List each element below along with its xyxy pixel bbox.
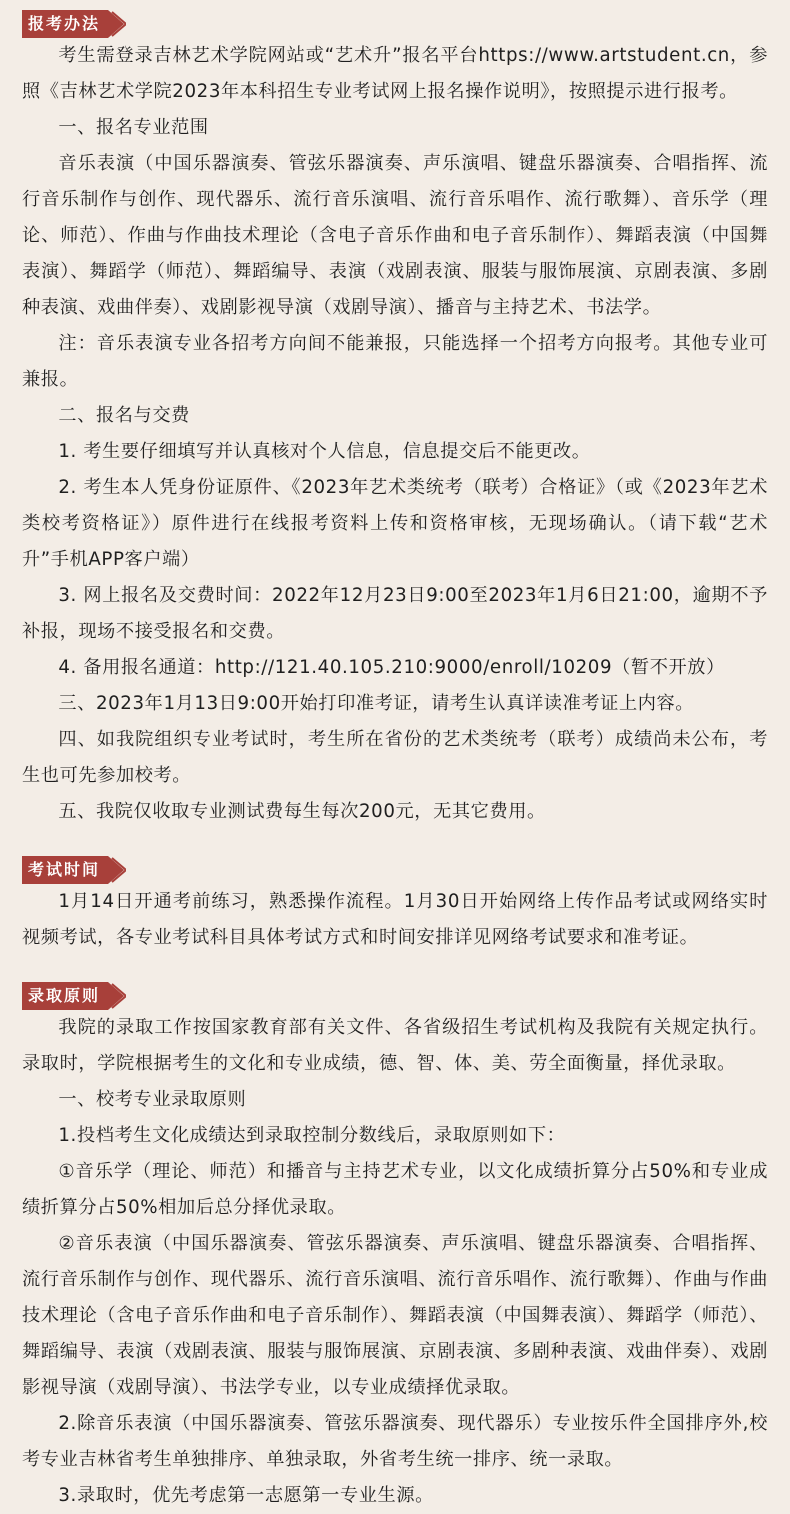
paragraph: ①音乐学（理论、师范）和播音与主持艺术专业，以文化成绩折算分占50%和专业成绩折算分占50%相加后总分择优录取。 [22,1161,768,1218]
section-admission [22,982,768,1514]
paragraph: 注：音乐表演专业各招考方向间不能兼报，只能选择一个招考方向报考。其他专业可兼报。 [22,333,768,390]
section-exam-time [22,856,768,956]
section-tag [22,982,100,1010]
paragraph: 五、我院仅收取专业测试费每生每次200元，无其它费用。 [58,801,546,822]
section-tag [22,856,100,884]
paragraph: 3. 网上报名及交费时间：2022年12月23日9:00至2023年1月6日21:00，逾期不予补报，现场不接受报名和交费。 [22,585,768,642]
section-title: 录取原则 [28,986,101,1005]
section-title: 报考办法 [28,14,101,33]
paragraph: 考生需登录吉林艺术学院网站或“艺术升”报名平台https://www.artstudent.cn，参照《吉林艺术学院2023年本科招生专业考试网上报名操作说明》，按照提示进行报考。 [22,45,768,102]
paragraph: 四、如我院组织专业考试时，考生所在省份的艺术类统考（联考）成绩尚未公布，考生也可先参加校考。 [22,729,768,786]
paragraph: 一、报名专业范围 [58,117,209,138]
paragraph: ②音乐表演（中国乐器演奏、管弦乐器演奏、声乐演唱、键盘乐器演奏、合唱指挥、流行音乐制作与创作、现代器乐、流行音乐演唱、流行音乐唱作、流行歌舞）、作曲与作曲技术理论（含电子音乐作曲和电子音乐制作）、舞蹈表演（中国舞表演）、舞蹈学（师范）、舞蹈编导、表演（戏剧表演、服装与服饰展演、京剧表演、多剧种表演、戏曲伴奏）、戏剧影视导演（戏剧导演）、书法学专业，以专业成绩择优录取。 [22,1233,768,1398]
paragraph: 2.除音乐表演（中国乐器演奏、管弦乐器演奏、现代器乐）专业按乐件全国排序外,校考专业吉林省考生单独排序、单独录取，外省考生统一排序、统一录取。 [22,1413,768,1470]
section-title: 考试时间 [28,860,101,879]
paragraph: 2. 考生本人凭身份证原件、《2023年艺术类统考（联考）合格证》（或《2023年艺术类校考资格证》）原件进行在线报考资料上传和资格审核，无现场确认。（请下载“艺术升”手机APP客户端） [22,477,768,570]
paragraph: 3.录取时，优先考虑第一志愿第一专业生源。 [58,1485,434,1506]
paragraph: 一、校考专业录取原则 [58,1089,247,1110]
paragraph: 1月14日开通考前练习，熟悉操作流程。1月30日开始网络上传作品考试或网络实时视频考试，各专业考试科目具体考试方式和时间安排详见网络考试要求和准考证。 [22,891,768,948]
paragraph: 三、2023年1月13日9:00开始打印准考证，请考生认真详读准考证上内容。 [58,693,695,714]
paragraph: 1. 考生要仔细填写并认真核对个人信息，信息提交后不能更改。 [58,441,591,462]
paragraph: 音乐表演（中国乐器演奏、管弦乐器演奏、声乐演唱、键盘乐器演奏、合唱指挥、流行音乐制作与创作、现代器乐、流行音乐演唱、流行音乐唱作、流行歌舞）、音乐学（理论、师范）、作曲与作曲技术理论（含电子音乐作曲和电子音乐制作）、舞蹈表演（中国舞表演）、舞蹈学（师范）、舞蹈编导、表演（戏剧表演、服装与服饰展演、京剧表演、多剧种表演、戏曲伴奏）、戏剧影视导演（戏剧导演）、播音与主持艺术、书法学。 [22,153,768,318]
paragraph: 1.投档考生文化成绩达到录取控制分数线后，录取原则如下： [58,1125,566,1146]
paragraph: 4. 备用报名通道：http://121.40.105.210:9000/enroll/10209（暂不开放） [58,657,725,678]
section-tag [22,10,100,38]
paragraph: 我院的录取工作按国家教育部有关文件、各省级招生考试机构及我院有关规定执行。录取时，学院根据考生的文化和专业成绩，德、智、体、美、劳全面衡量，择优录取。 [22,1017,768,1074]
paragraph: 二、报名与交费 [58,405,190,426]
section-registration [22,10,768,830]
